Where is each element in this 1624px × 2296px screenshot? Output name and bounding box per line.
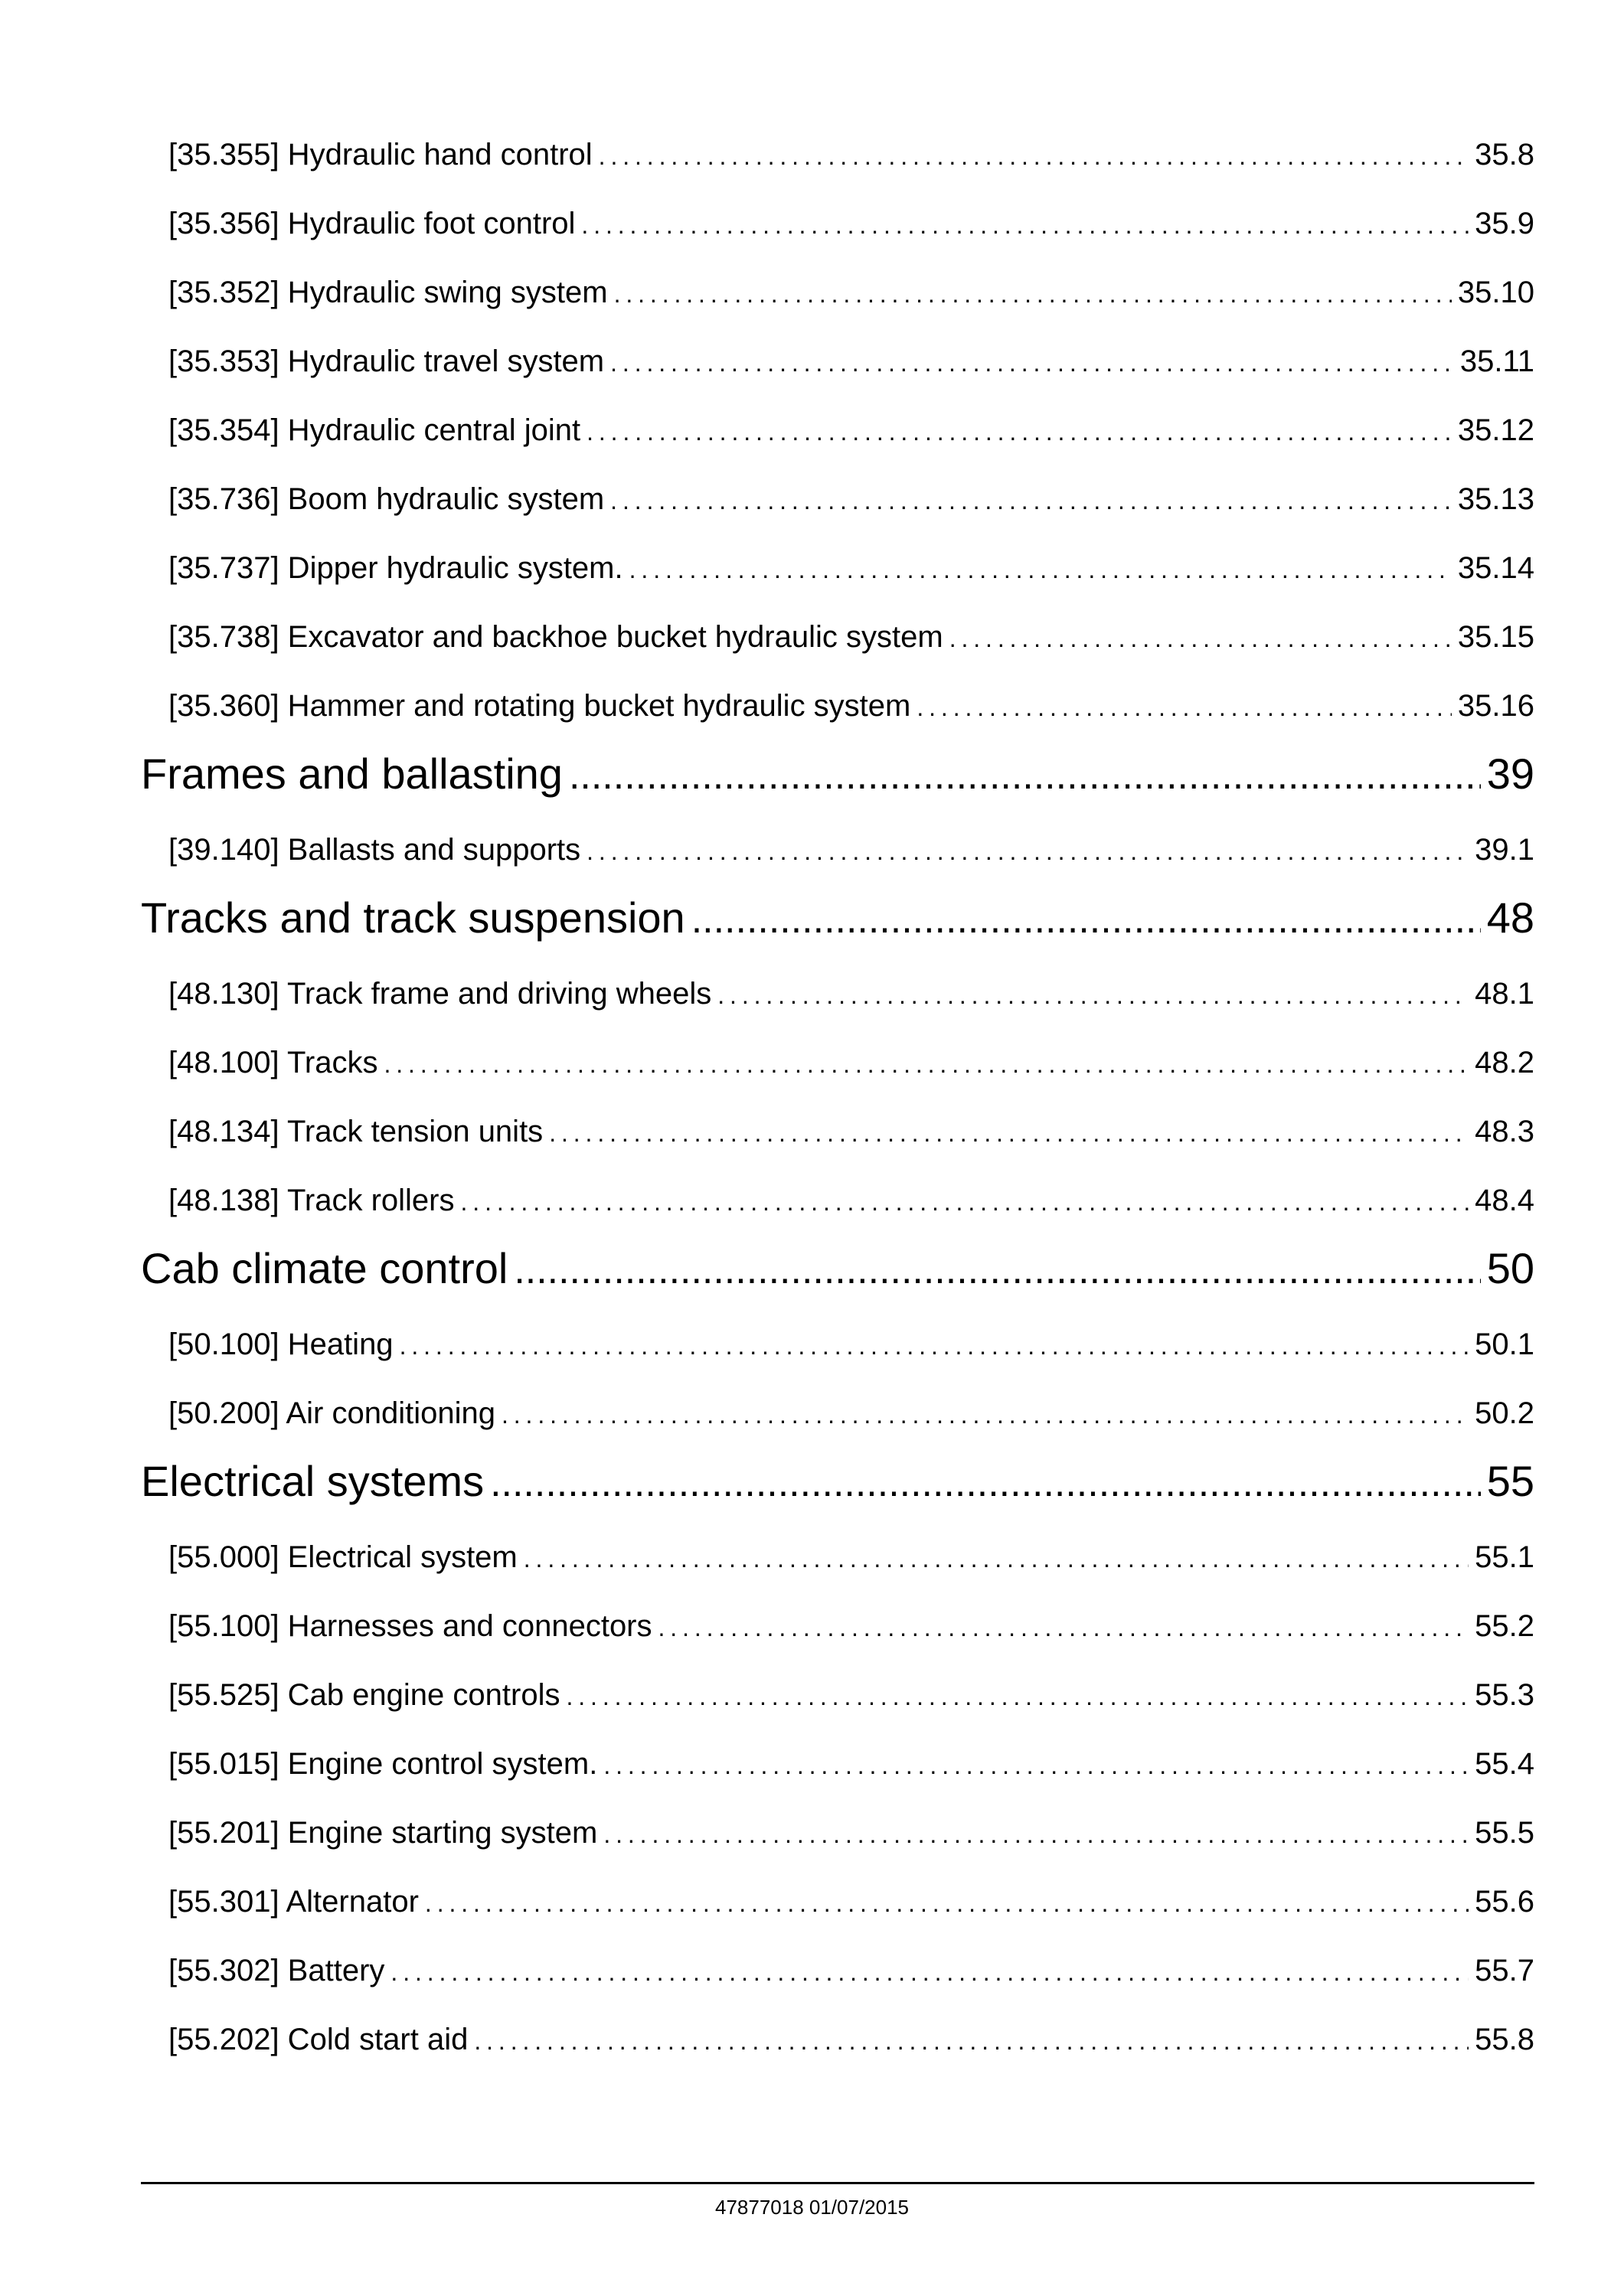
toc-entry-page: 48.4 <box>1475 1184 1534 1217</box>
dot-leader <box>474 2017 1469 2064</box>
toc-entry-label: [35.738] Excavator and backhoe bucket hydraulic system <box>168 620 943 654</box>
toc-section-frames-and-ballasting[interactable] <box>141 747 1534 827</box>
dot-leader <box>614 269 1452 317</box>
toc-entry-page: 55.5 <box>1475 1816 1534 1850</box>
toc-entry-page: 35.13 <box>1457 482 1534 516</box>
toc-entry-label: [35.353] Hydraulic travel system <box>168 345 605 378</box>
toc-entry-50-200[interactable] <box>141 1390 1534 1459</box>
toc-entry-48-134[interactable] <box>141 1109 1534 1177</box>
toc-entry-35-356[interactable] <box>141 201 1534 269</box>
toc-entry-label: [35.736] Boom hydraulic system <box>168 482 605 516</box>
toc-entry-label: [35.355] Hydraulic hand control <box>168 138 593 171</box>
footer-divider <box>141 2182 1534 2184</box>
toc-entry-55-302[interactable] <box>141 1948 1534 2017</box>
dot-leader <box>587 407 1452 455</box>
toc-entry-page: 35.11 <box>1459 345 1534 378</box>
dot-leader <box>390 1948 1469 1995</box>
dot-leader <box>587 827 1469 874</box>
toc-section-tracks-and-track-suspension[interactable] <box>141 891 1534 971</box>
toc-entry-page: 55.8 <box>1475 2023 1534 2056</box>
toc-entry-page: 55.4 <box>1475 1747 1534 1781</box>
dot-leader <box>566 1672 1469 1720</box>
toc-entry-page: 35.12 <box>1457 413 1534 447</box>
toc-entry-label: [55.202] Cold start aid <box>168 2023 469 2056</box>
toc-entry-48-138[interactable] <box>141 1177 1534 1246</box>
toc-entry-page: 50.1 <box>1475 1328 1534 1361</box>
toc-entry-label: [48.100] Tracks <box>168 1046 378 1079</box>
toc-entry-label: [48.134] Track tension units <box>168 1115 544 1148</box>
toc-entry-35-354[interactable] <box>141 407 1534 476</box>
dot-leader <box>461 1177 1469 1225</box>
dot-leader <box>658 1603 1469 1651</box>
toc-entry-page: 55.6 <box>1475 1885 1534 1919</box>
toc-entry-page: 35.9 <box>1475 207 1534 240</box>
dot-leader <box>629 545 1452 593</box>
toc-section-cab-climate-control[interactable] <box>141 1242 1534 1321</box>
toc-entry-label: [35.354] Hydraulic central joint <box>168 413 581 447</box>
dot-leader <box>384 1040 1469 1087</box>
dot-leader <box>717 971 1469 1018</box>
toc-entry-label: [35.360] Hammer and rotating bucket hydraulic system <box>168 689 911 723</box>
toc-entry-label: [35.356] Hydraulic foot control <box>168 207 576 240</box>
dot-leader <box>949 614 1452 661</box>
toc-entry-label: [55.201] Engine starting system <box>168 1816 598 1850</box>
toc-entry-50-100[interactable] <box>141 1321 1534 1390</box>
dot-leader <box>603 1810 1469 1857</box>
dot-leader <box>549 1109 1469 1156</box>
toc-section-page: 50 <box>1486 1244 1534 1292</box>
toc-entry-page: 35.10 <box>1457 276 1534 309</box>
toc-section-label: Frames and ballasting <box>141 750 563 798</box>
toc-entry-35-355[interactable] <box>141 132 1534 201</box>
toc-entry-label: [55.525] Cab engine controls <box>168 1678 560 1712</box>
toc-entry-39-140[interactable] <box>141 827 1534 896</box>
toc-entry-55-525[interactable] <box>141 1672 1534 1741</box>
table-of-contents <box>141 132 1534 2085</box>
toc-entry-page: 35.8 <box>1475 138 1534 171</box>
dot-leader <box>569 747 1481 802</box>
toc-entry-page: 55.3 <box>1475 1678 1534 1712</box>
toc-entry-35-353[interactable] <box>141 338 1534 407</box>
toc-entry-55-100[interactable] <box>141 1603 1534 1672</box>
toc-entry-page: 35.15 <box>1457 620 1534 654</box>
toc-entry-label: [35.352] Hydraulic swing system <box>168 276 608 309</box>
dot-leader <box>514 1242 1480 1297</box>
toc-entry-35-360[interactable] <box>141 683 1534 752</box>
footer-document-number: 47877018 01/07/2015 <box>714 2196 910 2219</box>
dot-leader <box>610 338 1454 386</box>
toc-entry-35-352[interactable] <box>141 269 1534 338</box>
toc-entry-label: [55.000] Electrical system <box>168 1540 518 1574</box>
toc-entry-label: [39.140] Ballasts and supports <box>168 833 581 867</box>
dot-leader <box>603 1741 1469 1788</box>
toc-entry-page: 50.2 <box>1475 1396 1534 1430</box>
dot-leader <box>502 1390 1469 1438</box>
toc-entry-55-301[interactable] <box>141 1879 1534 1948</box>
dot-leader <box>691 891 1481 946</box>
toc-entry-page: 48.1 <box>1475 977 1534 1011</box>
toc-entry-35-736[interactable] <box>141 476 1534 545</box>
toc-entry-label: [50.100] Heating <box>168 1328 394 1361</box>
toc-entry-55-202[interactable] <box>141 2017 1534 2085</box>
dot-leader <box>524 1534 1469 1582</box>
toc-entry-55-201[interactable] <box>141 1810 1534 1879</box>
toc-entry-page: 35.14 <box>1457 551 1534 585</box>
toc-entry-48-100[interactable] <box>141 1040 1534 1109</box>
toc-entry-page: 48.2 <box>1475 1046 1534 1079</box>
toc-entry-48-130[interactable] <box>141 971 1534 1040</box>
toc-section-page: 39 <box>1486 750 1534 798</box>
toc-section-label: Electrical systems <box>141 1457 485 1505</box>
toc-section-page: 48 <box>1486 893 1534 942</box>
toc-entry-label: [48.138] Track rollers <box>168 1184 455 1217</box>
dot-leader <box>599 132 1469 179</box>
toc-entry-label: [50.200] Air conditioning <box>168 1396 495 1430</box>
toc-entry-page: 55.7 <box>1475 1954 1534 1987</box>
toc-entry-page: 35.16 <box>1457 689 1534 723</box>
dot-leader <box>581 201 1469 248</box>
toc-entry-page: 55.2 <box>1475 1609 1534 1643</box>
toc-section-label: Cab climate control <box>141 1244 508 1292</box>
toc-entry-35-737[interactable] <box>141 545 1534 614</box>
dot-leader <box>917 683 1452 730</box>
toc-section-page: 55 <box>1486 1457 1534 1505</box>
toc-section-label: Tracks and track suspension <box>141 893 685 942</box>
toc-entry-page: 39.1 <box>1475 833 1534 867</box>
dot-leader <box>400 1321 1469 1369</box>
toc-entry-55-000[interactable] <box>141 1534 1534 1603</box>
toc-entry-label: [55.302] Battery <box>168 1954 385 1987</box>
dot-leader <box>490 1455 1481 1510</box>
toc-entry-label: [35.737] Dipper hydraulic system. <box>168 551 623 585</box>
toc-section-electrical-systems[interactable] <box>141 1455 1534 1534</box>
toc-entry-label: [55.100] Harnesses and connectors <box>168 1609 652 1643</box>
dot-leader <box>425 1879 1469 1926</box>
toc-entry-page: 48.3 <box>1475 1115 1534 1148</box>
toc-entry-page: 55.1 <box>1475 1540 1534 1574</box>
toc-entry-label: [55.301] Alternator <box>168 1885 419 1919</box>
toc-entry-55-015[interactable] <box>141 1741 1534 1810</box>
toc-entry-label: [48.130] Track frame and driving wheels <box>168 977 712 1011</box>
dot-leader <box>610 476 1452 524</box>
toc-entry-35-738[interactable] <box>141 614 1534 683</box>
toc-entry-label: [55.015] Engine control system. <box>168 1747 598 1781</box>
